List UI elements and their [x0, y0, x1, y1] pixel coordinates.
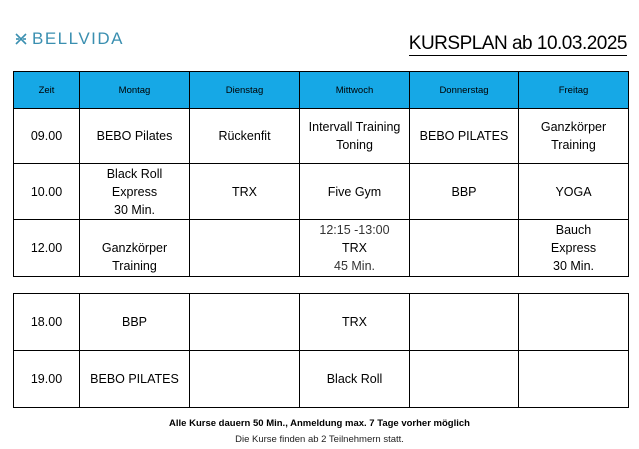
logo-mark-icon [14, 32, 28, 46]
table-row [14, 220, 629, 277]
empty-cell [519, 351, 629, 408]
class-label: Bauch [555, 223, 592, 237]
class-label: TRX [342, 241, 367, 255]
class-label: Intervall Training [308, 120, 401, 134]
class-label: 30 Min. [114, 202, 155, 217]
time-cell: 12.00 [14, 220, 80, 277]
class-label: Express [550, 241, 597, 255]
class-label: BBP [451, 184, 477, 199]
header-dienstag: Dienstag [190, 72, 300, 109]
class-cell [300, 220, 410, 277]
empty-cell [519, 294, 629, 351]
class-cell: BEBO PILATES [80, 351, 190, 408]
class-duration-label: 45 Min. [334, 259, 375, 273]
empty-cell [190, 351, 300, 408]
participants-note: Die Kurse finden ab 2 Teilnehmern statt. [235, 434, 404, 445]
empty-cell [410, 294, 519, 351]
class-cell [190, 164, 300, 220]
page-title: KURSPLAN ab 10.03.2025 [408, 33, 627, 54]
empty-cell [190, 220, 300, 277]
class-cell [80, 164, 190, 220]
class-cell: BBP [80, 294, 190, 351]
class-label: 30 Min. [553, 259, 594, 273]
header-zeit: Zeit [14, 72, 80, 109]
empty-cell [410, 351, 519, 408]
class-label: Ganzkörper [101, 241, 168, 255]
class-label: BEBO Pilates [96, 129, 173, 143]
table-row [14, 164, 629, 220]
table-row [14, 351, 629, 408]
time-cell: 19.00 [14, 351, 80, 408]
header-mittwoch: Mittwoch [300, 72, 410, 109]
class-cell [519, 109, 629, 164]
header-montag: Montag [80, 72, 190, 109]
logo-text: BELLVIDA [32, 29, 125, 48]
class-label: YOGA [555, 184, 592, 199]
class-cell [190, 109, 300, 164]
class-cell [410, 164, 519, 220]
bellvida-logo [14, 28, 124, 50]
class-cell [80, 220, 190, 277]
schedule-table-evening [13, 293, 629, 408]
class-label: Ganzkörper [540, 120, 607, 134]
class-label: Five Gym [327, 184, 382, 199]
table-row [14, 294, 629, 351]
class-label: TRX [232, 184, 257, 199]
class-cell [300, 109, 410, 164]
header-freitag: Freitag [519, 72, 629, 109]
class-cell [519, 164, 629, 220]
time-cell: 10.00 [14, 164, 80, 220]
class-label: Training [112, 259, 157, 273]
class-cell [80, 109, 190, 164]
schedule-table-morning [13, 71, 629, 277]
table-row [14, 109, 629, 164]
class-label: Toning [336, 138, 373, 152]
class-label: Express [111, 184, 158, 199]
class-label: BEBO PILATES [419, 129, 509, 143]
class-label: Black Roll [106, 166, 163, 181]
header-donnerstag: Donnerstag [410, 72, 519, 109]
class-cell [519, 220, 629, 277]
time-cell: 18.00 [14, 294, 80, 351]
empty-cell [410, 220, 519, 277]
time-cell: 09.00 [14, 109, 80, 164]
class-label: Rückenfit [218, 129, 271, 143]
class-cell [300, 164, 410, 220]
duration-note: Alle Kurse dauern 50 Min., Anmeldung max. 7 Tage vorher möglich [169, 418, 470, 429]
header-row [14, 72, 629, 109]
class-cell: Black Roll [300, 351, 410, 408]
class-cell: TRX [300, 294, 410, 351]
empty-cell [190, 294, 300, 351]
class-cell [410, 109, 519, 164]
class-time-label: 12:15 -13:00 [319, 223, 390, 237]
class-label: Training [551, 138, 596, 152]
